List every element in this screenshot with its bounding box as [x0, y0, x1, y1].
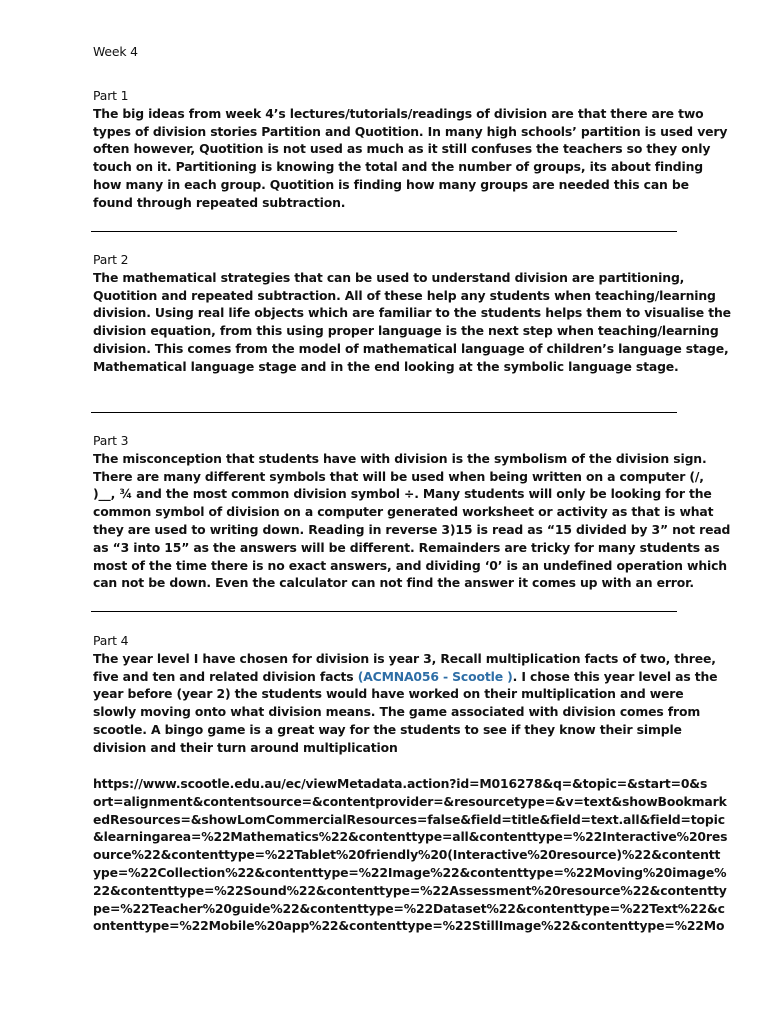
- part-2-line: division equation, from this using proper language is the next step when teaching/learning: [93, 323, 719, 339]
- part-1-line: The big ideas from week 4’s lectures/tutorials/readings of division are that there are two: [93, 105, 704, 121]
- part-3-line: common symbol of division on a computer generated worksheet or activity as that is what: [93, 504, 714, 520]
- part-1-line: often however, Quotition is not used as much as it still confuses the teachers so they only: [93, 141, 711, 157]
- part-2-body: [93, 269, 731, 376]
- part-1-line: touch on it. Partitioning is knowing the total and the number of groups, its about finding: [93, 159, 703, 175]
- part-2-line: Mathematical language stage and in the end looking at the symbolic language stage.: [93, 358, 679, 374]
- part-3-line: as “3 into 15” as the answers will be different. Remainders are tricky for many students as: [93, 539, 720, 555]
- part-1-body: [93, 105, 728, 212]
- part-2-line: The mathematical strategies that can be used to understand division are partitioning,: [93, 269, 685, 285]
- part-1: [93, 87, 728, 212]
- url-line: edResources=&showLomCommercialResources=false&field=title&field=text.all&field=topic: [93, 811, 725, 827]
- part-4-label: Part 4: [93, 633, 129, 648]
- part-3-line: most of the time there is no exact answers, and dividing ‘0’ is an undefined operation which: [93, 557, 727, 573]
- part-3-line: they are used to writing down. Reading in reverse 3)15 is read as “15 divided by 3” not read: [93, 521, 731, 537]
- url-line: ype=%22Collection%22&contenttype=%22Image%22&contenttype=%22Moving%20image%: [93, 864, 727, 880]
- section-divider: [91, 412, 677, 413]
- part-2-line: division. This comes from the model of mathematical language of children’s language stage,: [93, 340, 729, 356]
- section-divider: [91, 231, 677, 232]
- url-line: ontenttype=%22Mobile%20app%22&contenttype=%22StillImage%22&contenttype=%22Mo: [93, 918, 725, 934]
- part-2: [93, 251, 731, 376]
- part-3-body: [93, 450, 731, 592]
- part-4-line: division and their turn around multiplication: [93, 739, 398, 755]
- part-3-line: There are many different symbols that will be used when being written on a computer (/,: [93, 468, 704, 484]
- scootle-url[interactable]: [93, 775, 728, 935]
- url-line: pe=%22Teacher%20guide%22&contenttype=%22Dataset%22&contenttype=%22Text%22&c: [93, 900, 725, 916]
- week-title: Week 4: [93, 44, 138, 59]
- part-1-line: how many in each group. Quotition is finding how many groups are needed this can be: [93, 176, 689, 192]
- part-4-line: year before (year 2) the students would have worked on their multiplication and were: [93, 686, 684, 702]
- part-4-text: . I chose this year level as the: [512, 668, 718, 684]
- section-divider: [91, 611, 677, 612]
- url-line: ource%22&contenttype=%22Tablet%20friendly%20(Interactive%20resource)%22&contentt: [93, 847, 721, 863]
- part-3-line: )__, ¾ and the most common division symbol ÷. Many students will only be looking for the: [93, 486, 712, 502]
- url-line: &learningarea=%22Mathematics%22&contenttype=all&contenttype=%22Interactive%20res: [93, 829, 728, 845]
- part-4-line: scootle. A bingo game is a great way for the students to see if they know their simple: [93, 721, 682, 737]
- url-line: https://www.scootle.edu.au/ec/viewMetadata.action?id=M016278&q=&topic=&start=0&s: [93, 776, 708, 791]
- part-4-line: The year level I have chosen for division is year 3, Recall multiplication facts of two, three,: [93, 650, 716, 666]
- part-4-line: [93, 668, 718, 686]
- part-1-line: found through repeated subtraction.: [93, 194, 346, 210]
- part-1-line: types of division stories Partition and Quotition. In many high schools’ partition is used very: [93, 123, 728, 139]
- part-3: [93, 432, 731, 592]
- part-2-label: Part 2: [93, 252, 129, 267]
- part-3-label: Part 3: [93, 433, 129, 448]
- url-line: 22&contenttype=%22Sound%22&contenttype=%22Assessment%20resource%22&contentty: [93, 882, 727, 898]
- part-4-line: slowly moving onto what division means. The game associated with division comes from: [93, 704, 701, 720]
- part-4-body: [93, 650, 718, 757]
- part-3-line: can not be down. Even the calculator can not find the answer it comes up with an error.: [93, 575, 694, 591]
- part-3-line: The misconception that students have with division is the symbolism of the division sign.: [93, 450, 707, 466]
- part-4: [93, 632, 718, 757]
- url-line: ort=alignment&contentsource=&contentprovider=&resourcetype=&v=text&showBookmark: [93, 793, 727, 809]
- part-2-line: Quotition and repeated subtraction. All of these help any students when teaching/learning: [93, 287, 716, 303]
- part-4-text: five and ten and related division facts: [93, 668, 358, 684]
- part-2-line: division. Using real life objects which are familiar to the students helps them to visualise the: [93, 305, 731, 321]
- acmna056-scootle-link[interactable]: (ACMNA056 - Scootle ): [357, 668, 513, 684]
- part-1-label: Part 1: [93, 88, 129, 103]
